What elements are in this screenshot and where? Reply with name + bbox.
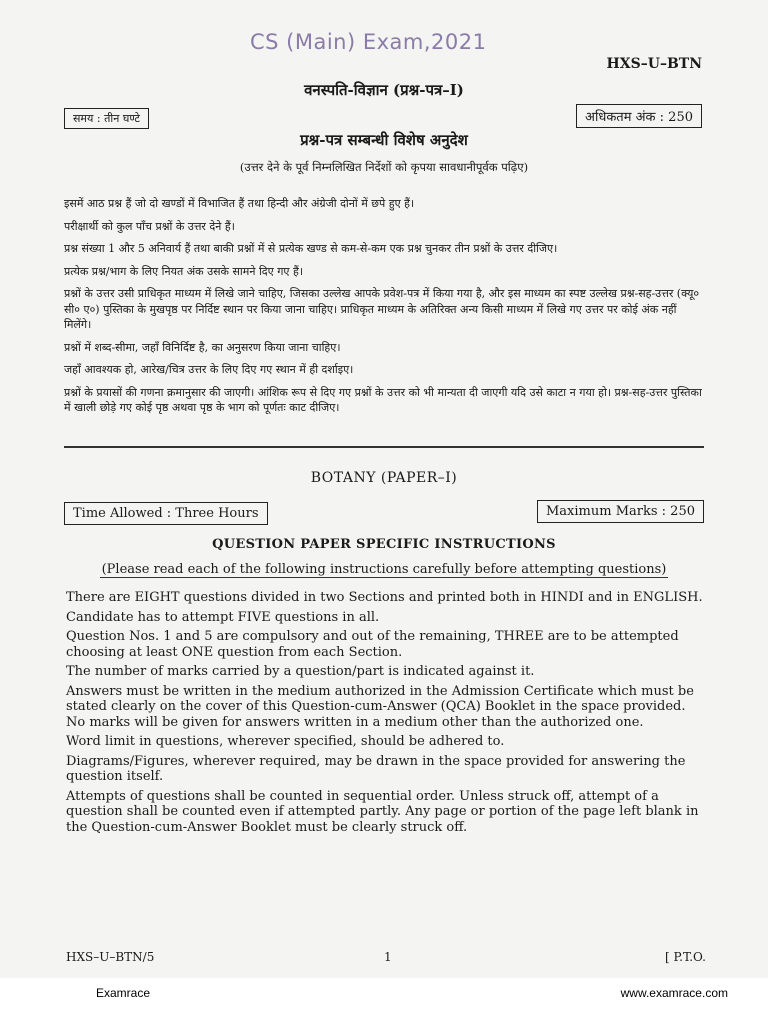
hindi-instruction: परीक्षार्थी को कुल पाँच प्रश्नों के उत्तर देने हैं। xyxy=(64,219,235,233)
english-instruction: Attempts of questions shall be counted in sequential order. Unless struck off, attempt of a question shall be counted even if attempted partly. Any page or portion of the page left blank in the Question-cum-Answer Booklet must be clearly struck off. xyxy=(66,788,699,835)
english-instruction: Diagrams/Figures, wherever required, may be drawn in the space provided for answering the question itself. xyxy=(66,753,686,784)
english-instructions-subheading xyxy=(0,562,768,577)
hindi-marks-box: अधिकतम अंक : 250 xyxy=(576,104,702,128)
english-instructions-subheading-text: (Please read each of the following instructions carefully before attempting questions) xyxy=(101,562,667,577)
page-number: 1 xyxy=(384,950,392,964)
hindi-subject-title: वनस्पति-विज्ञान (प्रश्न-पत्र–I) xyxy=(304,81,464,99)
english-instruction: There are EIGHT questions divided in two Sections and printed both in HINDI and in ENGLISH. xyxy=(66,590,703,605)
section-divider xyxy=(64,446,704,448)
english-instruction: Question Nos. 1 and 5 are compulsory and out of the remaining, THREE are to be attempted choosing at least ONE question from each Section. xyxy=(66,629,679,660)
english-instruction: The number of marks carried by a question/part is indicated against it. xyxy=(66,664,535,679)
pto-label: [ P.T.O. xyxy=(665,950,706,964)
english-instruction: Word limit in questions, wherever specified, should be adhered to. xyxy=(66,734,505,749)
time-allowed-box: Time Allowed : Three Hours xyxy=(64,502,268,525)
hindi-instruction: प्रश्नों में शब्द-सीमा, जहाँ विनिर्दिष्ट है, का अनुसरण किया जाना चाहिए। xyxy=(64,340,341,354)
english-instruction: Candidate has to attempt FIVE questions in all. xyxy=(66,609,380,625)
site-name-left: Examrace xyxy=(96,986,151,1000)
hindi-instructions-heading: प्रश्न-पत्र सम्बन्धी विशेष अनुदेश xyxy=(300,131,468,149)
hindi-instruction: प्रश्न संख्या 1 और 5 अनिवार्य हैं तथा बाकी प्रश्नों में से प्रत्येक खण्ड से कम-से-कम एक प्रश्न चुनकर तीन प्रश्नों के उत्तर दीजिए। xyxy=(64,242,558,255)
english-instruction: Answers must be written in the medium authorized in the Admission Certificate which must be stated clearly on the cover of this Question-cum-Answer (QCA) Booklet in the space provided. No marks will be given for answers written in a medium other than the authorized one. xyxy=(66,683,694,730)
hindi-instructions xyxy=(64,196,706,423)
english-instructions xyxy=(66,590,708,839)
english-instructions-heading: QUESTION PAPER SPECIFIC INSTRUCTIONS xyxy=(212,537,556,552)
hindi-instruction: प्रश्नों के उत्तर उसी प्राधिकृत माध्यम में लिखे जाने चाहिए, जिसका उल्लेख आपके प्रवेश-पत्र में किया गया है, और इस माध्यम का स्पष्ट उल्लेख प्रश्न-सह-उत्तर (क्यू० सी० ए०) पुस्तिका के मुखपृष्ठ पर निर्दिष्ट स्थान पर किया जाना चाहिए। प्राधिकृत माध्यम के अतिरिक्त अन्य किसी माध्यम में लिखे गए उत्तर पर कोई अंक नहीं मिलेंगे। xyxy=(64,287,700,331)
hindi-instructions-subheading: (उत्तर देने के पूर्व निम्नलिखित निर्देशों को कृपया सावधानीपूर्वक पढ़िए) xyxy=(239,160,529,174)
hindi-time-box: समय : तीन घण्टे xyxy=(64,108,149,129)
exam-name-handwritten: CS (Main) Exam,2021 xyxy=(250,30,487,54)
paper-code: HXS–U–BTN xyxy=(606,56,702,72)
english-subject-title: BOTANY (PAPER–I) xyxy=(310,470,458,486)
hindi-instruction: प्रश्नों के प्रयासों की गणना क्रमानुसार की जाएगी। आंशिक रूप से दिए गए प्रश्नों के उत्तर को भी मान्यता दी जाएगी यदि उसे काटा न गया हो। प्रश्न-सह-उत्तर पुस्तिका में खाली छोड़े गए कोई पृष्ठ अथवा पृष्ठ के भाग को पूर्णतः काट दीजिए। xyxy=(64,385,702,414)
max-marks-box: Maximum Marks : 250 xyxy=(537,500,704,523)
site-url-right: www.examrace.com xyxy=(620,986,728,1000)
hindi-instruction: प्रत्येक प्रश्न/भाग के लिए नियत अंक उसके सामने दिए गए हैं। xyxy=(64,264,303,278)
hindi-instruction: जहाँ आवश्यक हो, आरेख/चित्र उत्तर के लिए दिए गए स्थान में ही दर्शाइए। xyxy=(64,363,354,376)
hindi-instruction: इसमें आठ प्रश्न हैं जो दो खण्डों में विभाजित हैं तथा हिन्दी और अंग्रेजी दोनों में छपे हुए हैं। xyxy=(64,197,415,210)
footer-paper-code: HXS–U–BTN/5 xyxy=(66,950,155,964)
watermark-band xyxy=(0,978,768,1024)
